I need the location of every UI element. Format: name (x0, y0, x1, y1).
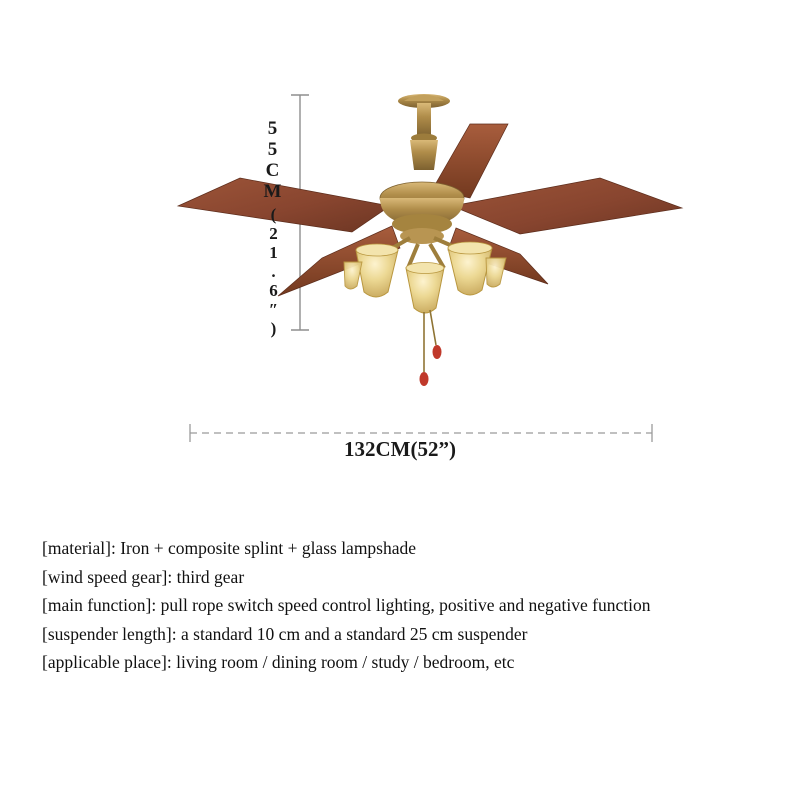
fan-mount (398, 94, 450, 170)
spec-value: : a standard 10 cm and a standard 25 cm suspender (171, 623, 528, 644)
spec-item-main-function (42, 597, 782, 615)
spec-value: : Iron + composite splint + glass lampshade (110, 538, 417, 558)
spec-key: [main function] (42, 595, 152, 615)
spec-value: : pull rope switch speed control lighting, positive and negative function (151, 595, 651, 615)
spec-key: [material] (42, 538, 111, 558)
spec-item-material (42, 540, 782, 558)
horizontal-dimension-label: 132CM(52”) (344, 437, 456, 461)
spec-value: : third gear (167, 566, 245, 587)
spec-key: [wind speed gear] (42, 566, 168, 587)
spec-key: [suspender length] (42, 623, 172, 644)
specification-list (42, 540, 782, 683)
glass-lampshades (344, 242, 506, 313)
vertical-dimension-label: 55CM (262, 118, 283, 202)
spec-key: [applicable place] (42, 652, 167, 672)
spec-item-wind-speed-gear (42, 566, 782, 587)
vertical-dimension-label-inches: (21.6″) (264, 205, 283, 338)
spec-value: : living room / dining room / study / bedroom, etc (166, 652, 515, 672)
spec-item-suspender-length (42, 623, 782, 644)
pull-chains (420, 310, 442, 386)
spec-item-applicable-place (42, 654, 782, 672)
